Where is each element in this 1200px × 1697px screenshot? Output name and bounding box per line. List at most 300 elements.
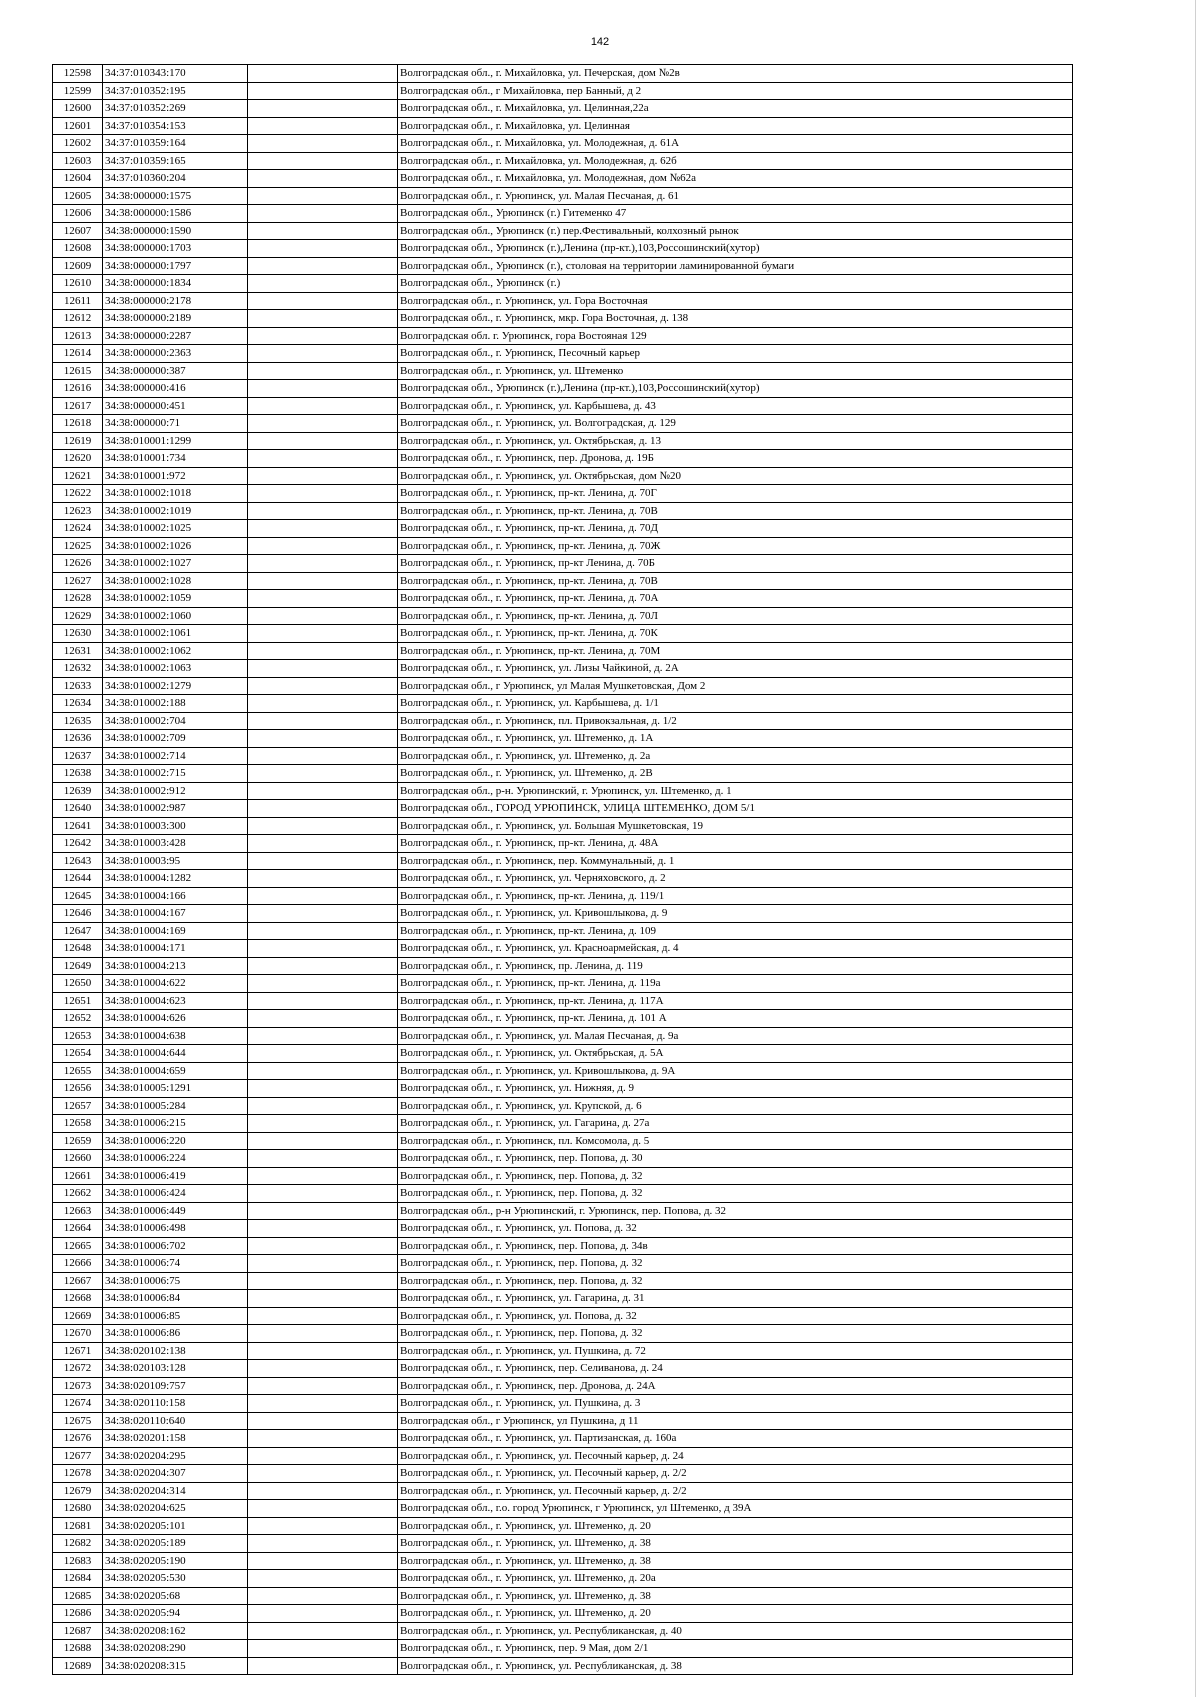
cadastral-number: 34:38:010002:1059	[103, 590, 248, 608]
table-row	[53, 712, 1073, 730]
cadastral-number: 34:38:020205:190	[103, 1552, 248, 1570]
cadastral-number: 34:38:010002:1062	[103, 642, 248, 660]
table-row	[53, 940, 1073, 958]
row-number: 12601	[53, 117, 103, 135]
cadastral-number: 34:38:010002:1061	[103, 625, 248, 643]
empty-cell	[248, 957, 398, 975]
table-row	[53, 82, 1073, 100]
cadastral-number: 34:38:020205:189	[103, 1535, 248, 1553]
cadastral-number: 34:38:010004:623	[103, 992, 248, 1010]
row-number: 12686	[53, 1605, 103, 1623]
cadastral-number: 34:38:000000:1590	[103, 222, 248, 240]
empty-cell	[248, 1290, 398, 1308]
table-row	[53, 1202, 1073, 1220]
row-number: 12621	[53, 467, 103, 485]
table-row	[53, 345, 1073, 363]
table-row	[53, 1045, 1073, 1063]
address: Волгоградская обл., г. Урюпинск, ул. Песочный карьер, д. 2/2	[398, 1482, 1073, 1500]
address: Волгоградская обл., г. Урюпинск, ул. Октябрьская, д. 13	[398, 432, 1073, 450]
cadastral-number: 34:38:020208:290	[103, 1640, 248, 1658]
row-number: 12647	[53, 922, 103, 940]
table-row	[53, 537, 1073, 555]
table-row	[53, 800, 1073, 818]
empty-cell	[248, 1132, 398, 1150]
cadastral-number: 34:38:020204:295	[103, 1447, 248, 1465]
address: Волгоградская обл., г. Урюпинск, пр-кт. Ленина, д. 70А	[398, 590, 1073, 608]
cadastral-number: 34:38:010002:1018	[103, 485, 248, 503]
cadastral-number: 34:38:010004:638	[103, 1027, 248, 1045]
address: Волгоградская обл., г. Урюпинск, ул. Большая Мушкетовская, 19	[398, 817, 1073, 835]
cadastral-number: 34:38:010004:167	[103, 905, 248, 923]
table-row	[53, 782, 1073, 800]
row-number: 12658	[53, 1115, 103, 1133]
row-number: 12633	[53, 677, 103, 695]
table-row	[53, 292, 1073, 310]
row-number: 12679	[53, 1482, 103, 1500]
table-row	[53, 887, 1073, 905]
row-number: 12634	[53, 695, 103, 713]
empty-cell	[248, 65, 398, 83]
empty-cell	[248, 1062, 398, 1080]
cadastral-number: 34:38:010004:626	[103, 1010, 248, 1028]
cadastral-number: 34:38:000000:451	[103, 397, 248, 415]
cadastral-number: 34:37:010352:269	[103, 100, 248, 118]
empty-cell	[248, 1307, 398, 1325]
address: Волгоградская обл., Урюпинск (г.) Гитеменко 47	[398, 205, 1073, 223]
empty-cell	[248, 1412, 398, 1430]
cadastral-number: 34:37:010343:170	[103, 65, 248, 83]
table-row	[53, 485, 1073, 503]
address: Волгоградская обл., г. Михайловка, ул. Печерская, дом №2в	[398, 65, 1073, 83]
table-row	[53, 957, 1073, 975]
empty-cell	[248, 1622, 398, 1640]
cadastral-number: 34:38:010002:715	[103, 765, 248, 783]
address: Волгоградская обл., г.о. город Урюпинск, г Урюпинск, ул Штеменко, д 39А	[398, 1500, 1073, 1518]
empty-cell	[248, 730, 398, 748]
address: Волгоградская обл., г. Урюпинск, пер. Попова, д. 32	[398, 1325, 1073, 1343]
address: Волгоградская обл., г. Урюпинск, пер. Попова, д. 30	[398, 1150, 1073, 1168]
cadastral-number: 34:38:010005:284	[103, 1097, 248, 1115]
empty-cell	[248, 607, 398, 625]
address: Волгоградская обл., г. Урюпинск, ул. Нижняя, д. 9	[398, 1080, 1073, 1098]
row-number: 12673	[53, 1377, 103, 1395]
table-row	[53, 765, 1073, 783]
cadastral-number: 34:38:020208:315	[103, 1657, 248, 1675]
empty-cell	[248, 572, 398, 590]
table-row	[53, 450, 1073, 468]
address: Волгоградская обл., г. Урюпинск, пр-кт. Ленина, д. 70Ж	[398, 537, 1073, 555]
row-number: 12628	[53, 590, 103, 608]
address: Волгоградская обл., г. Урюпинск, ул. Попова, д. 32	[398, 1307, 1073, 1325]
cadastral-number: 34:38:010006:702	[103, 1237, 248, 1255]
address: Волгоградская обл., р-н Урюпинский, г. Урюпинск, пер. Попова, д. 32	[398, 1202, 1073, 1220]
row-number: 12680	[53, 1500, 103, 1518]
cadastral-number: 34:37:010352:195	[103, 82, 248, 100]
empty-cell	[248, 82, 398, 100]
empty-cell	[248, 467, 398, 485]
cadastral-number: 34:38:010002:709	[103, 730, 248, 748]
row-number: 12653	[53, 1027, 103, 1045]
row-number: 12655	[53, 1062, 103, 1080]
address: Волгоградская обл., г. Урюпинск, пер. Дронова, д. 24А	[398, 1377, 1073, 1395]
table-row	[53, 1307, 1073, 1325]
cadastral-number: 34:38:000000:2363	[103, 345, 248, 363]
empty-cell	[248, 1220, 398, 1238]
table-row	[53, 1062, 1073, 1080]
table-row	[53, 1360, 1073, 1378]
row-number: 12649	[53, 957, 103, 975]
address: Волгоградская обл., г. Урюпинск, пр-кт. Ленина, д. 70К	[398, 625, 1073, 643]
table-row	[53, 852, 1073, 870]
table-row	[53, 1430, 1073, 1448]
address: Волгоградская обл., г. Урюпинск, пр-кт. Ленина, д. 70М	[398, 642, 1073, 660]
table-row	[53, 1220, 1073, 1238]
empty-cell	[248, 625, 398, 643]
empty-cell	[248, 975, 398, 993]
empty-cell	[248, 1255, 398, 1273]
address: Волгоградская обл., г Урюпинск, ул Пушкина, д 11	[398, 1412, 1073, 1430]
empty-cell	[248, 1202, 398, 1220]
address: Волгоградская обл., г. Урюпинск, пер. Попова, д. 32	[398, 1255, 1073, 1273]
address: Волгоградская обл., г. Урюпинск, пер. Попова, д. 32	[398, 1185, 1073, 1203]
cadastral-number: 34:38:010006:85	[103, 1307, 248, 1325]
table-row	[53, 572, 1073, 590]
cadastral-number: 34:37:010359:164	[103, 135, 248, 153]
row-number: 12642	[53, 835, 103, 853]
address: Волгоградская обл., г. Михайловка, ул. Молодежная, дом №62а	[398, 170, 1073, 188]
row-number: 12630	[53, 625, 103, 643]
empty-cell	[248, 1360, 398, 1378]
row-number: 12643	[53, 852, 103, 870]
table-row	[53, 1150, 1073, 1168]
address: Волгоградская обл., г. Урюпинск, ул. Штеменко, д. 20а	[398, 1570, 1073, 1588]
address: Волгоградская обл., Урюпинск (г.) пер.Фестивальный, колхозный рынок	[398, 222, 1073, 240]
empty-cell	[248, 327, 398, 345]
table-row	[53, 135, 1073, 153]
address: Волгоградская обл., г. Урюпинск, ул. Республиканская, д. 38	[398, 1657, 1073, 1675]
empty-cell	[248, 1185, 398, 1203]
table-row	[53, 222, 1073, 240]
empty-cell	[248, 1605, 398, 1623]
row-number: 12627	[53, 572, 103, 590]
row-number: 12651	[53, 992, 103, 1010]
empty-cell	[248, 887, 398, 905]
empty-cell	[248, 362, 398, 380]
cadastral-number: 34:38:010006:224	[103, 1150, 248, 1168]
address: Волгоградская обл., г Михайловка, пер Банный, д 2	[398, 82, 1073, 100]
empty-cell	[248, 590, 398, 608]
row-number: 12632	[53, 660, 103, 678]
table-row	[53, 555, 1073, 573]
address: Волгоградская обл., г. Урюпинск, ул. Гора Восточная	[398, 292, 1073, 310]
cadastral-number: 34:38:010006:84	[103, 1290, 248, 1308]
empty-cell	[248, 660, 398, 678]
address: Волгоградская обл., г. Урюпинск, пер. Попова, д. 32	[398, 1272, 1073, 1290]
empty-cell	[248, 1150, 398, 1168]
table-row	[53, 660, 1073, 678]
registry-body	[53, 65, 1073, 1675]
empty-cell	[248, 642, 398, 660]
row-number: 12641	[53, 817, 103, 835]
address: Волгоградская обл., р-н. Урюпинский, г. Урюпинск, ул. Штеменко, д. 1	[398, 782, 1073, 800]
table-row	[53, 1535, 1073, 1553]
row-number: 12598	[53, 65, 103, 83]
row-number: 12667	[53, 1272, 103, 1290]
cadastral-number: 34:38:000000:2189	[103, 310, 248, 328]
empty-cell	[248, 852, 398, 870]
cadastral-number: 34:38:000000:416	[103, 380, 248, 398]
row-number: 12620	[53, 450, 103, 468]
row-number: 12631	[53, 642, 103, 660]
table-row	[53, 1605, 1073, 1623]
table-row	[53, 275, 1073, 293]
row-number: 12606	[53, 205, 103, 223]
address: Волгоградская обл., г. Урюпинск, ул. Карбышева, д. 1/1	[398, 695, 1073, 713]
table-row	[53, 677, 1073, 695]
empty-cell	[248, 940, 398, 958]
table-row	[53, 502, 1073, 520]
empty-cell	[248, 310, 398, 328]
table-row	[53, 1010, 1073, 1028]
empty-cell	[248, 1482, 398, 1500]
row-number: 12662	[53, 1185, 103, 1203]
empty-cell	[248, 695, 398, 713]
table-row	[53, 327, 1073, 345]
cadastral-number: 34:38:010006:424	[103, 1185, 248, 1203]
cadastral-number: 34:37:010354:153	[103, 117, 248, 135]
address: Волгоградская обл., г. Урюпинск, ул. Кривошлыкова, д. 9	[398, 905, 1073, 923]
empty-cell	[248, 1010, 398, 1028]
address: Волгоградская обл., г. Урюпинск, ул. Штеменко, д. 2В	[398, 765, 1073, 783]
cadastral-number: 34:38:000000:2178	[103, 292, 248, 310]
address: Волгоградская обл., г. Урюпинск, ул. Республиканская, д. 40	[398, 1622, 1073, 1640]
row-number: 12684	[53, 1570, 103, 1588]
address: Волгоградская обл., г. Урюпинск, ул. Черняховского, д. 2	[398, 870, 1073, 888]
row-number: 12613	[53, 327, 103, 345]
address: Волгоградская обл., г. Михайловка, ул. Целинная	[398, 117, 1073, 135]
address: Волгоградская обл., г. Урюпинск, пр-кт. Ленина, д. 70В	[398, 572, 1073, 590]
empty-cell	[248, 677, 398, 695]
row-number: 12624	[53, 520, 103, 538]
cadastral-number: 34:38:010003:428	[103, 835, 248, 853]
address: Волгоградская обл., г. Урюпинск, мкр. Гора Восточная, д. 138	[398, 310, 1073, 328]
table-row	[53, 1255, 1073, 1273]
address: Волгоградская обл., г. Урюпинск, пр-кт. Ленина, д. 109	[398, 922, 1073, 940]
table-row	[53, 380, 1073, 398]
row-number: 12688	[53, 1640, 103, 1658]
address: Волгоградская обл., г. Урюпинск, пр-кт. Ленина, д. 48А	[398, 835, 1073, 853]
empty-cell	[248, 1587, 398, 1605]
table-row	[53, 1517, 1073, 1535]
empty-cell	[248, 1552, 398, 1570]
empty-cell	[248, 345, 398, 363]
address: Волгоградская обл., г. Урюпинск, ул. Штеменко	[398, 362, 1073, 380]
cadastral-number: 34:38:010002:1279	[103, 677, 248, 695]
address: Волгоградская обл., г. Урюпинск, пл. Комсомола, д. 5	[398, 1132, 1073, 1150]
cadastral-number: 34:38:000000:1703	[103, 240, 248, 258]
cadastral-number: 34:38:020204:307	[103, 1465, 248, 1483]
cadastral-number: 34:38:020109:757	[103, 1377, 248, 1395]
table-row	[53, 1640, 1073, 1658]
table-row	[53, 1622, 1073, 1640]
cadastral-number: 34:38:010006:449	[103, 1202, 248, 1220]
table-row	[53, 642, 1073, 660]
table-row	[53, 152, 1073, 170]
table-row	[53, 520, 1073, 538]
table-row	[53, 1412, 1073, 1430]
table-row	[53, 1097, 1073, 1115]
table-row	[53, 310, 1073, 328]
table-row	[53, 1342, 1073, 1360]
empty-cell	[248, 712, 398, 730]
row-number: 12639	[53, 782, 103, 800]
address: Волгоградская обл., г. Урюпинск, ул. Октябрьская, д. 5А	[398, 1045, 1073, 1063]
empty-cell	[248, 992, 398, 1010]
table-row	[53, 1132, 1073, 1150]
row-number: 12660	[53, 1150, 103, 1168]
address: Волгоградская обл., г. Урюпинск, ул. Партизанская, д. 160а	[398, 1430, 1073, 1448]
row-number: 12608	[53, 240, 103, 258]
empty-cell	[248, 1342, 398, 1360]
cadastral-number: 34:38:000000:387	[103, 362, 248, 380]
cadastral-number: 34:38:010002:1027	[103, 555, 248, 573]
address: Волгоградская обл., г. Урюпинск, пер. Попова, д. 32	[398, 1167, 1073, 1185]
row-number: 12609	[53, 257, 103, 275]
row-number: 12677	[53, 1447, 103, 1465]
cadastral-number: 34:38:010002:188	[103, 695, 248, 713]
row-number: 12646	[53, 905, 103, 923]
table-row	[53, 922, 1073, 940]
address: Волгоградская обл., г. Урюпинск, ул. Штеменко, д. 2а	[398, 747, 1073, 765]
empty-cell	[248, 502, 398, 520]
empty-cell	[248, 1657, 398, 1675]
row-number: 12668	[53, 1290, 103, 1308]
address: Волгоградская обл., г. Урюпинск, ул. Штеменко, д. 20	[398, 1605, 1073, 1623]
address: Волгоградская обл., г. Урюпинск, Песочный карьер	[398, 345, 1073, 363]
empty-cell	[248, 1570, 398, 1588]
table-row	[53, 170, 1073, 188]
row-number: 12664	[53, 1220, 103, 1238]
row-number: 12648	[53, 940, 103, 958]
address: Волгоградская обл., г. Урюпинск, пер. Попова, д. 34в	[398, 1237, 1073, 1255]
address: Волгоградская обл., г. Урюпинск, пр-кт. Ленина, д. 70Д	[398, 520, 1073, 538]
table-row	[53, 870, 1073, 888]
row-number: 12615	[53, 362, 103, 380]
address: Волгоградская обл., г. Урюпинск, ул. Пушкина, д. 72	[398, 1342, 1073, 1360]
row-number: 12618	[53, 415, 103, 433]
empty-cell	[248, 397, 398, 415]
cadastral-number: 34:38:010006:220	[103, 1132, 248, 1150]
address: Волгоградская обл., г. Урюпинск, пер. 9 Мая, дом 2/1	[398, 1640, 1073, 1658]
row-number: 12659	[53, 1132, 103, 1150]
cadastral-number: 34:38:010004:166	[103, 887, 248, 905]
cadastral-number: 34:38:010005:1291	[103, 1080, 248, 1098]
table-row	[53, 415, 1073, 433]
row-number: 12636	[53, 730, 103, 748]
empty-cell	[248, 257, 398, 275]
row-number: 12607	[53, 222, 103, 240]
address: Волгоградская обл., г. Урюпинск, пр-кт. Ленина, д. 119а	[398, 975, 1073, 993]
empty-cell	[248, 1640, 398, 1658]
table-row	[53, 625, 1073, 643]
row-number: 12640	[53, 800, 103, 818]
table-row	[53, 1185, 1073, 1203]
row-number: 12626	[53, 555, 103, 573]
address: Волгоградская обл., г. Урюпинск, ул. Песочный карьер, д. 24	[398, 1447, 1073, 1465]
row-number: 12675	[53, 1412, 103, 1430]
scan-edge	[1195, 0, 1196, 1697]
row-number: 12614	[53, 345, 103, 363]
empty-cell	[248, 117, 398, 135]
cadastral-number: 34:38:010006:75	[103, 1272, 248, 1290]
empty-cell	[248, 222, 398, 240]
address: Волгоградская обл., г. Урюпинск, ул. Штеменко, д. 38	[398, 1587, 1073, 1605]
table-row	[53, 467, 1073, 485]
address: Волгоградская обл., Урюпинск (г.)	[398, 275, 1073, 293]
cadastral-number: 34:38:020205:530	[103, 1570, 248, 1588]
table-row	[53, 747, 1073, 765]
cadastral-number: 34:38:010004:1282	[103, 870, 248, 888]
address: Волгоградская обл., ГОРОД УРЮПИНСК, УЛИЦА ШТЕМЕНКО, ДОМ 5/1	[398, 800, 1073, 818]
table-row	[53, 1465, 1073, 1483]
address: Волгоградская обл., Урюпинск (г.), столовая на территории ламинированной бумаги	[398, 257, 1073, 275]
address: Волгоградская обл., г. Урюпинск, пер. Селиванова, д. 24	[398, 1360, 1073, 1378]
table-row	[53, 1587, 1073, 1605]
empty-cell	[248, 380, 398, 398]
row-number: 12657	[53, 1097, 103, 1115]
table-row	[53, 362, 1073, 380]
row-number: 12635	[53, 712, 103, 730]
row-number: 12603	[53, 152, 103, 170]
empty-cell	[248, 170, 398, 188]
cadastral-number: 34:38:010002:704	[103, 712, 248, 730]
cadastral-number: 34:38:010006:74	[103, 1255, 248, 1273]
cadastral-number: 34:38:020110:640	[103, 1412, 248, 1430]
table-row	[53, 432, 1073, 450]
empty-cell	[248, 765, 398, 783]
empty-cell	[248, 1167, 398, 1185]
row-number: 12661	[53, 1167, 103, 1185]
empty-cell	[248, 1430, 398, 1448]
address: Волгоградская обл., г. Урюпинск, пр-кт. Ленина, д. 117А	[398, 992, 1073, 1010]
empty-cell	[248, 187, 398, 205]
empty-cell	[248, 1045, 398, 1063]
empty-cell	[248, 1325, 398, 1343]
cadastral-number: 34:38:010006:215	[103, 1115, 248, 1133]
table-row	[53, 187, 1073, 205]
cadastral-number: 34:38:000000:2287	[103, 327, 248, 345]
address: Волгоградская обл., г. Урюпинск, пр-кт. Ленина, д. 70Л	[398, 607, 1073, 625]
row-number: 12602	[53, 135, 103, 153]
table-row	[53, 1272, 1073, 1290]
cadastral-number: 34:38:000000:1834	[103, 275, 248, 293]
cadastral-number: 34:38:010003:95	[103, 852, 248, 870]
address: Волгоградская обл., г. Урюпинск, ул. Штеменко, д. 20	[398, 1517, 1073, 1535]
table-row	[53, 1080, 1073, 1098]
table-row	[53, 397, 1073, 415]
row-number: 12638	[53, 765, 103, 783]
table-row	[53, 1482, 1073, 1500]
cadastral-number: 34:38:010002:1019	[103, 502, 248, 520]
table-row	[53, 205, 1073, 223]
cadastral-number: 34:38:020103:128	[103, 1360, 248, 1378]
empty-cell	[248, 555, 398, 573]
address: Волгоградская обл., г. Михайловка, ул. Молодежная, д. 62б	[398, 152, 1073, 170]
row-number: 12654	[53, 1045, 103, 1063]
cadastral-number: 34:38:010004:169	[103, 922, 248, 940]
empty-cell	[248, 1272, 398, 1290]
row-number: 12605	[53, 187, 103, 205]
